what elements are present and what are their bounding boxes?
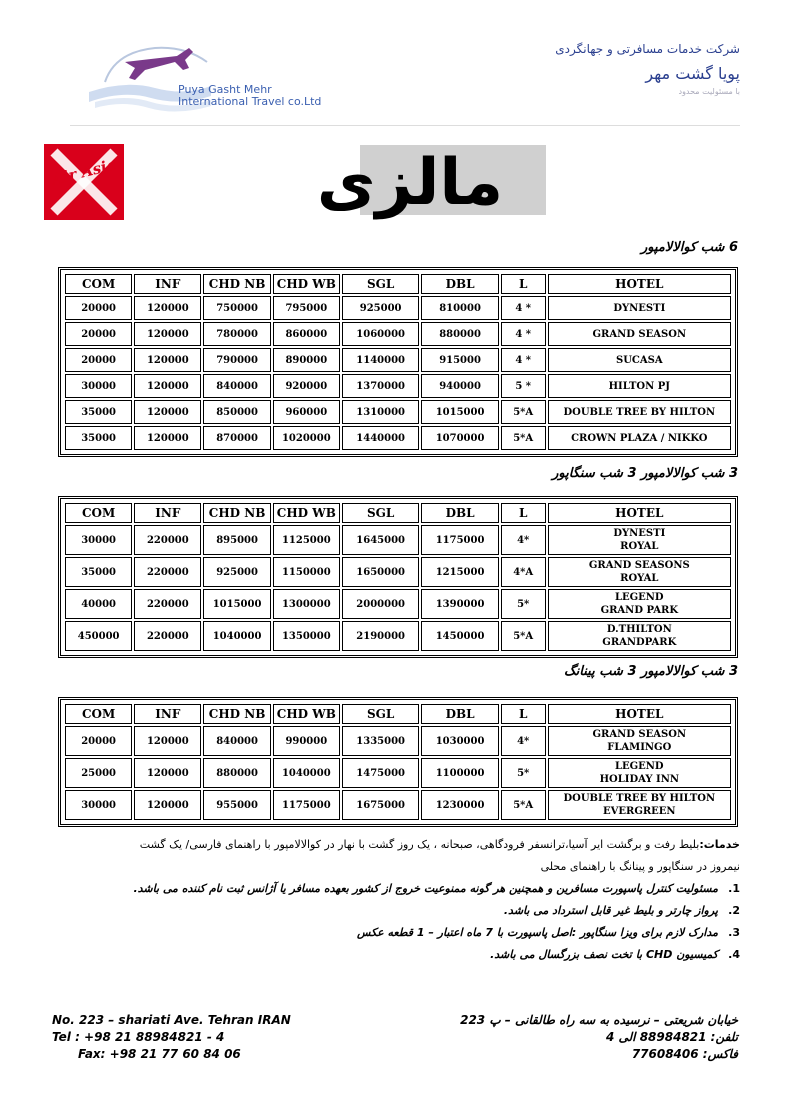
column-header-com: COM (65, 503, 132, 523)
hotel-name: DOUBLE TREE BY HILTON (563, 793, 716, 804)
company-logo (85, 40, 215, 120)
cell-chd-wb: 1350000 (273, 621, 340, 651)
cell-chd-wb: 1020000 (273, 426, 340, 450)
note-3: 3.مدارک لازم برای ویزا سنگاپور :اصل پاسپورت با 7 ماه اعتبار – 1 قطعه عکس (357, 926, 740, 939)
section-title-2: 3 شب کوالالامپور 3 شب سنگاپور (552, 466, 738, 481)
column-header-chd-wb: CHD WB (273, 704, 340, 724)
footer-fa-tel: تلفن: 88984821 الی 4 (605, 1030, 738, 1044)
cell-hotel (548, 296, 731, 320)
column-header-chd-wb: CHD WB (273, 274, 340, 294)
hotel-name: GRAND SEASON (592, 328, 687, 340)
cell-hotel (548, 726, 731, 756)
hotel-name: ROYAL (620, 541, 659, 552)
table-header-row (65, 503, 731, 523)
footer-fa (420, 1012, 738, 1063)
cell-com: 25000 (65, 758, 132, 788)
cell-inf: 120000 (134, 322, 201, 346)
price-table-grid (63, 501, 733, 653)
column-header-chd-wb: CHD WB (273, 503, 340, 523)
cell-chd-nb: 895000 (203, 525, 270, 555)
cell-hotel (548, 525, 731, 555)
services-label: خدمات: (699, 838, 740, 851)
cell-chd-wb: 1040000 (273, 758, 340, 788)
hotel-name: HOLIDAY INN (599, 774, 679, 785)
cell-l: 5*A (501, 426, 546, 450)
table-row (65, 726, 731, 756)
column-header-sgl: SGL (342, 704, 419, 724)
cell-l: 4 * (501, 322, 546, 346)
cell-chd-wb: 1125000 (273, 525, 340, 555)
cell-hotel (548, 758, 731, 788)
cell-chd-nb: 780000 (203, 322, 270, 346)
company-name-en-line2: International Travel co.Ltd (178, 95, 322, 108)
cell-dbl: 1450000 (421, 621, 498, 651)
airasia-logo-text: Air Asia (49, 155, 119, 189)
cell-l: 5 * (501, 374, 546, 398)
cell-dbl: 1015000 (421, 400, 498, 424)
cell-chd-nb: 925000 (203, 557, 270, 587)
airplane-logo-icon (85, 40, 215, 120)
table-row (65, 426, 731, 450)
cell-sgl: 1370000 (342, 374, 419, 398)
hotel-name: GRANDPARK (602, 637, 677, 648)
company-name-fa-line2: پویا گشت مهر (645, 64, 740, 83)
cell-sgl: 2190000 (342, 621, 419, 651)
cell-chd-nb: 1015000 (203, 589, 270, 619)
cell-chd-wb: 990000 (273, 726, 340, 756)
note-4: 4.کمیسیون CHD با تخت نصف بزرگسال می باشد. (490, 948, 740, 961)
cell-com: 35000 (65, 426, 132, 450)
column-header-hotel: HOTEL (548, 503, 731, 523)
services-block (60, 834, 740, 966)
cell-chd-wb: 860000 (273, 322, 340, 346)
cell-hotel (548, 621, 731, 651)
services-line-2: نیمروز در سنگاپور و پینانگ با راهنمای محلی (540, 860, 740, 873)
column-header-inf: INF (134, 503, 201, 523)
cell-l: 4 * (501, 296, 546, 320)
cell-inf: 120000 (134, 426, 201, 450)
price-table-grid (63, 272, 733, 452)
cell-com: 20000 (65, 296, 132, 320)
cell-l: 5*A (501, 621, 546, 651)
cell-dbl: 810000 (421, 296, 498, 320)
company-name-en-line1: Puya Gasht Mehr (178, 83, 272, 96)
cell-inf: 120000 (134, 758, 201, 788)
cell-com: 20000 (65, 348, 132, 372)
cell-dbl: 1070000 (421, 426, 498, 450)
price-table-3 (58, 697, 738, 827)
cell-dbl: 1030000 (421, 726, 498, 756)
footer-fa-address: خیابان شریعتی – نرسیده به سه راه طالقانی – پ 223 (460, 1013, 738, 1027)
cell-sgl: 1060000 (342, 322, 419, 346)
hotel-name: GRAND SEASONS (588, 560, 690, 571)
cell-com: 35000 (65, 557, 132, 587)
cell-chd-wb: 960000 (273, 400, 340, 424)
cell-dbl: 1100000 (421, 758, 498, 788)
column-header-hotel: HOTEL (548, 704, 731, 724)
cell-chd-wb: 1150000 (273, 557, 340, 587)
cell-chd-wb: 1300000 (273, 589, 340, 619)
table-row (65, 348, 731, 372)
section-title-3: 3 شب کوالالامپور 3 شب پینانگ (564, 664, 738, 679)
hotel-name: LEGEND (614, 592, 664, 603)
cell-chd-nb: 1040000 (203, 621, 270, 651)
column-header-chd-nb: CHD NB (203, 704, 270, 724)
cell-com: 20000 (65, 726, 132, 756)
cell-chd-wb: 795000 (273, 296, 340, 320)
cell-com: 20000 (65, 322, 132, 346)
cell-chd-nb: 870000 (203, 426, 270, 450)
hotel-name: GRAND SEASON (592, 729, 687, 740)
cell-hotel (548, 400, 731, 424)
table-row (65, 758, 731, 788)
cell-com: 40000 (65, 589, 132, 619)
hotel-name: GRAND PARK (600, 605, 679, 616)
hotel-name: DYNESTI (613, 528, 666, 539)
cell-dbl: 1390000 (421, 589, 498, 619)
cell-hotel (548, 348, 731, 372)
table-row (65, 589, 731, 619)
column-header-sgl: SGL (342, 503, 419, 523)
column-header-l: L (501, 503, 546, 523)
price-table-2 (58, 496, 738, 658)
cell-dbl: 915000 (421, 348, 498, 372)
cell-sgl: 1675000 (342, 790, 419, 820)
hotel-name: FLAMINGO (607, 742, 672, 753)
table-header-row (65, 704, 731, 724)
table-row (65, 557, 731, 587)
cell-chd-wb: 920000 (273, 374, 340, 398)
cell-l: 5* (501, 589, 546, 619)
column-header-dbl: DBL (421, 704, 498, 724)
cell-chd-nb: 955000 (203, 790, 270, 820)
cell-hotel (548, 322, 731, 346)
cell-l: 4*A (501, 557, 546, 587)
cell-sgl: 1650000 (342, 557, 419, 587)
company-name-fa-line1: شرکت خدمات مسافرتی و جهانگردی (555, 42, 740, 56)
cell-inf: 120000 (134, 726, 201, 756)
cell-com: 450000 (65, 621, 132, 651)
cell-dbl: 940000 (421, 374, 498, 398)
services-text-1: بلیط رفت و برگشت ایر آسیا،ترانسفر فرودگاهی، صبحانه ، یک روز گشت با نهار در کوالالامپور با راهنمای فارسی/ یک گشت (139, 838, 700, 851)
cell-sgl: 1475000 (342, 758, 419, 788)
table-row (65, 400, 731, 424)
column-header-inf: INF (134, 274, 201, 294)
services-line-1 (60, 834, 740, 856)
note-1: 1.مسئولیت کنترل پاسپورت مسافرین و همچنین هر گونه ممنوعیت خروج از کشور بعهده مسافر یا آژانس ثبت نام کننده می باشد. (133, 882, 740, 895)
hotel-name: EVERGREEN (603, 806, 676, 817)
hotel-name: DYNESTI (613, 302, 666, 314)
cell-chd-nb: 750000 (203, 296, 270, 320)
cell-inf: 220000 (134, 557, 201, 587)
airasia-logo (44, 144, 124, 220)
column-header-dbl: DBL (421, 503, 498, 523)
cell-hotel (548, 589, 731, 619)
section-title-1: 6 شب کوالالامپور (641, 240, 738, 255)
cell-chd-nb: 790000 (203, 348, 270, 372)
hotel-name: CROWN PLAZA / NIKKO (571, 432, 708, 444)
table-row (65, 621, 731, 651)
hotel-name: LEGEND (614, 761, 664, 772)
cell-chd-nb: 880000 (203, 758, 270, 788)
table-header-row (65, 274, 731, 294)
cell-l: 4* (501, 726, 546, 756)
hotel-name: SUCASA (615, 354, 663, 366)
cell-com: 30000 (65, 790, 132, 820)
cell-inf: 120000 (134, 296, 201, 320)
company-name-en (178, 84, 321, 108)
cell-dbl: 1230000 (421, 790, 498, 820)
footer-en-fax: Fax: +98 21 77 60 84 06 (78, 1047, 241, 1061)
column-header-sgl: SGL (342, 274, 419, 294)
table-row (65, 374, 731, 398)
cell-hotel (548, 426, 731, 450)
cell-inf: 120000 (134, 348, 201, 372)
cell-l: 5*A (501, 790, 546, 820)
cell-chd-nb: 840000 (203, 374, 270, 398)
header-divider (70, 125, 740, 126)
column-header-dbl: DBL (421, 274, 498, 294)
hotel-name: DOUBLE TREE BY HILTON (563, 406, 716, 418)
cell-com: 30000 (65, 525, 132, 555)
cell-chd-nb: 850000 (203, 400, 270, 424)
cell-dbl: 1215000 (421, 557, 498, 587)
price-table-grid (63, 702, 733, 822)
page-title: مالزی (316, 146, 504, 220)
cell-chd-nb: 840000 (203, 726, 270, 756)
cell-sgl: 2000000 (342, 589, 419, 619)
table-row (65, 322, 731, 346)
footer-en-address: No. 223 – shariati Ave. Tehran IRAN (52, 1013, 291, 1027)
cell-inf: 220000 (134, 525, 201, 555)
cell-sgl: 1335000 (342, 726, 419, 756)
hotel-name: D.THILTON (606, 624, 672, 635)
cell-chd-wb: 1175000 (273, 790, 340, 820)
column-header-l: L (501, 704, 546, 724)
cell-l: 5*A (501, 400, 546, 424)
column-header-com: COM (65, 704, 132, 724)
cell-inf: 120000 (134, 790, 201, 820)
note-2: 2.پرواز چارتر و بلیط غیر قابل استرداد می باشد. (503, 904, 740, 917)
cell-sgl: 1140000 (342, 348, 419, 372)
column-header-l: L (501, 274, 546, 294)
price-table-1 (58, 267, 738, 457)
cell-dbl: 1175000 (421, 525, 498, 555)
cell-l: 4* (501, 525, 546, 555)
column-header-com: COM (65, 274, 132, 294)
cell-inf: 120000 (134, 400, 201, 424)
cell-sgl: 1440000 (342, 426, 419, 450)
column-header-chd-nb: CHD NB (203, 503, 270, 523)
cell-dbl: 880000 (421, 322, 498, 346)
company-name-fa-line3: با مسئولیت محدود (678, 87, 740, 96)
cell-sgl: 925000 (342, 296, 419, 320)
hotel-name: ROYAL (620, 573, 659, 584)
cell-hotel (548, 790, 731, 820)
column-header-hotel: HOTEL (548, 274, 731, 294)
column-header-inf: INF (134, 704, 201, 724)
hotel-name: HILTON PJ (608, 380, 670, 392)
cell-inf: 220000 (134, 621, 201, 651)
footer-fa-fax: فاکس: 77608406 (631, 1047, 738, 1061)
cell-l: 4 * (501, 348, 546, 372)
cell-com: 35000 (65, 400, 132, 424)
cell-sgl: 1310000 (342, 400, 419, 424)
company-name-fa (440, 42, 740, 96)
cell-com: 30000 (65, 374, 132, 398)
cell-hotel (548, 374, 731, 398)
footer-en (52, 1012, 291, 1063)
column-header-chd-nb: CHD NB (203, 274, 270, 294)
cell-l: 5* (501, 758, 546, 788)
footer-en-tel: Tel : +98 21 88984821 - 4 (52, 1030, 225, 1044)
cell-inf: 220000 (134, 589, 201, 619)
table-row (65, 525, 731, 555)
table-row (65, 790, 731, 820)
cell-sgl: 1645000 (342, 525, 419, 555)
cell-hotel (548, 557, 731, 587)
table-row (65, 296, 731, 320)
cell-chd-wb: 890000 (273, 348, 340, 372)
cell-inf: 120000 (134, 374, 201, 398)
